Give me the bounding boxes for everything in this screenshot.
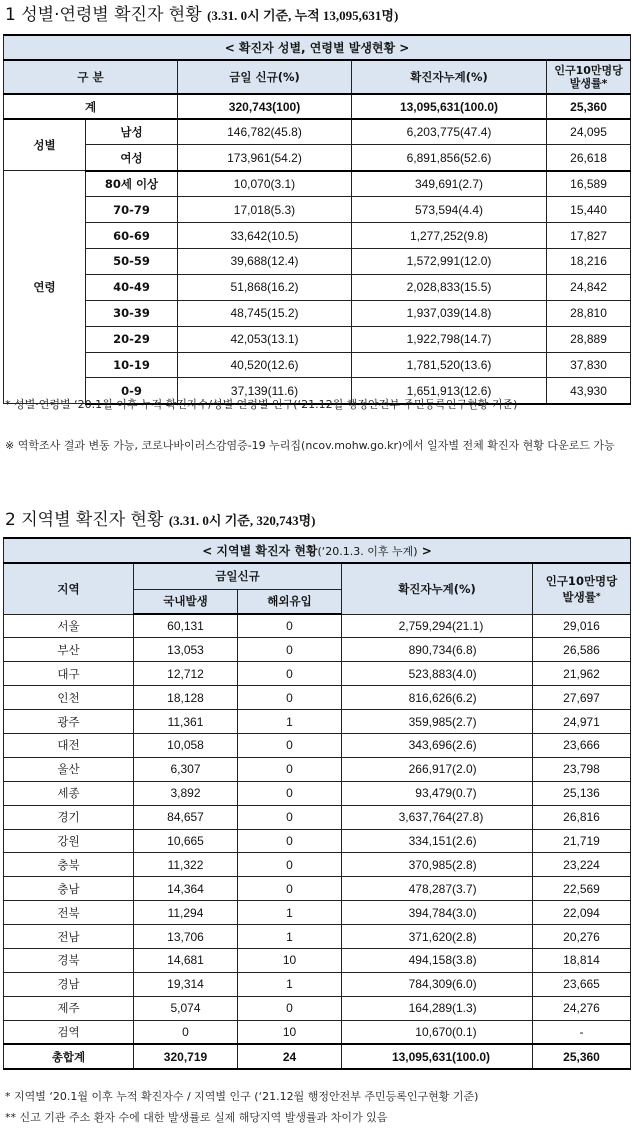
region-name: 충북 [4, 853, 134, 877]
section2-heading [5, 509, 315, 532]
region-total-label: 총합계 [4, 1044, 134, 1069]
region-domestic: 10,665 [134, 829, 238, 853]
table2-caption-sub: (‘20.1.3. 이후 누계) [317, 545, 418, 558]
region-row [4, 972, 631, 996]
region-cumulative [342, 757, 533, 781]
gender-label: 남성 [86, 119, 178, 145]
region-name: 전남 [4, 925, 134, 949]
region-domestic: 6,307 [134, 757, 238, 781]
age-new-today: 33,642(10.5) [178, 223, 352, 249]
age-row [4, 197, 631, 223]
region-cumulative-count: 2,759,294 [398, 618, 452, 633]
region-name: 강원 [4, 829, 134, 853]
region-cumulative-pct: (3.0) [452, 905, 477, 920]
region-name: 충남 [4, 877, 134, 901]
region-cumulative-count: 13,095,631 [391, 1049, 452, 1064]
gender-per100k: 26,618 [547, 145, 631, 171]
region-row [4, 710, 631, 734]
age-group-label: 연령 [4, 171, 86, 404]
age-new-today: 48,745(15.2) [178, 300, 352, 326]
age-label: 80세 이상 [86, 171, 178, 197]
header-region: 지역 [4, 563, 134, 614]
region-cumulative-pct: (100.0) [452, 1049, 491, 1064]
region-imported: 0 [238, 757, 342, 781]
region-cumulative [342, 853, 533, 877]
age-new-today: 51,868(16.2) [178, 274, 352, 300]
region-cumulative-count: 359,985 [408, 714, 452, 729]
region-cumulative-pct: (3.7) [452, 881, 477, 896]
region-imported: 0 [238, 805, 342, 829]
region-name: 대전 [4, 733, 134, 757]
region-per100k: 25,136 [533, 781, 631, 805]
age-row [4, 274, 631, 300]
gender-new-today: 146,782(45.8) [178, 119, 352, 145]
region-domestic: 0 [134, 1020, 238, 1044]
age-label: 70-79 [86, 197, 178, 223]
region-cumulative-count: 164,289 [408, 1001, 452, 1016]
region-cumulative-count: 394,784 [408, 905, 452, 920]
region-cumulative-count: 343,696 [408, 738, 452, 753]
region-cumulative-pct: (27.8) [452, 810, 484, 825]
header-new-today: 금일 신규(%) [178, 60, 352, 94]
header-region-per100k-line2: 발생률 [562, 589, 596, 604]
region-row [4, 638, 631, 662]
region-name: 광주 [4, 710, 134, 734]
region-name: 인천 [4, 686, 134, 710]
gender-label: 여성 [86, 145, 178, 171]
region-cumulative [342, 686, 533, 710]
region-cumulative-count: 93,479 [415, 786, 452, 801]
age-cumulative: 2,028,833(15.5) [352, 274, 547, 300]
age-label: 0-9 [86, 378, 178, 404]
region-imported: 0 [238, 829, 342, 853]
age-per100k: 17,827 [547, 223, 631, 249]
age-row [4, 223, 631, 249]
header-per100k [547, 60, 631, 94]
table1-note-2: ※ 역학조사 결과 변동 가능, 코로나바이러스감염증-19 누리집(ncov.mohw.go.kr)에서 일자별 전체 확진자 현황 다운로드 가능 [5, 439, 615, 452]
region-cumulative [342, 1020, 533, 1044]
age-label: 10-19 [86, 352, 178, 378]
region-imported: 0 [238, 662, 342, 686]
region-cumulative [342, 829, 533, 853]
region-cumulative-pct: (0.1) [452, 1024, 477, 1039]
region-row [4, 686, 631, 710]
region-imported: 0 [238, 996, 342, 1020]
region-cumulative-pct: (3.8) [452, 953, 477, 968]
gender-age-table [3, 34, 631, 405]
table2-note-2: ** 신고 기관 주소 환자 수에 대한 발생률로 실제 해당지역 발생률과 차이가 있음 [5, 1111, 388, 1124]
total-cumulative: 13,095,631(100.0) [352, 94, 547, 119]
region-cumulative-count: 266,917 [408, 762, 452, 777]
region-imported: 0 [238, 638, 342, 662]
region-per100k: 22,094 [533, 901, 631, 925]
age-per100k: 43,930 [547, 378, 631, 404]
region-cumulative-count: 494,158 [408, 953, 452, 968]
age-new-today: 10,070(3.1) [178, 171, 352, 197]
region-imported: 0 [238, 877, 342, 901]
region-row [4, 853, 631, 877]
region-row [4, 925, 631, 949]
age-per100k: 18,216 [547, 248, 631, 274]
region-imported: 10 [238, 948, 342, 972]
age-per100k: 16,589 [547, 171, 631, 197]
region-cumulative [342, 638, 533, 662]
region-name: 서울 [4, 614, 134, 638]
region-domestic: 11,294 [134, 901, 238, 925]
region-cumulative-pct: (2.8) [452, 857, 477, 872]
age-row [4, 300, 631, 326]
region-domestic: 10,058 [134, 733, 238, 757]
total-label: 계 [4, 94, 178, 119]
region-name: 울산 [4, 757, 134, 781]
region-per100k: 23,798 [533, 757, 631, 781]
header-imported: 해외유입 [238, 589, 342, 614]
region-imported: 1 [238, 710, 342, 734]
age-cumulative: 1,572,991(12.0) [352, 248, 547, 274]
region-domestic: 84,657 [134, 805, 238, 829]
region-domestic: 14,681 [134, 948, 238, 972]
table2-caption-end: > [417, 544, 432, 558]
region-domestic: 19,314 [134, 972, 238, 996]
region-cumulative-count: 816,626 [408, 690, 452, 705]
age-per100k: 28,810 [547, 300, 631, 326]
header-region-per100k [533, 563, 631, 614]
region-cumulative-pct: (2.6) [452, 738, 477, 753]
region-domestic: 11,361 [134, 710, 238, 734]
age-per100k: 24,842 [547, 274, 631, 300]
region-cumulative [342, 710, 533, 734]
header-new-today-group: 금일신규 [134, 563, 342, 589]
region-cumulative [342, 948, 533, 972]
region-domestic: 13,053 [134, 638, 238, 662]
region-cumulative-pct: (2.6) [452, 833, 477, 848]
region-cumulative-count: 10,670 [415, 1024, 452, 1039]
region-cumulative [342, 1044, 533, 1069]
age-cumulative: 1,937,039(14.8) [352, 300, 547, 326]
region-imported: 0 [238, 853, 342, 877]
region-row [4, 901, 631, 925]
region-cumulative [342, 614, 533, 638]
region-per100k: 24,276 [533, 996, 631, 1020]
header-cumulative: 확진자누계(%) [352, 60, 547, 94]
age-label: 50-59 [86, 248, 178, 274]
gender-per100k: 24,095 [547, 119, 631, 145]
region-name: 검역 [4, 1020, 134, 1044]
region-per100k: - [533, 1020, 631, 1044]
region-imported: 1 [238, 972, 342, 996]
region-cumulative-pct: (6.8) [452, 642, 477, 657]
age-new-today: 37,139(11.6) [178, 378, 352, 404]
region-name: 제주 [4, 996, 134, 1020]
age-new-today: 42,053(13.1) [178, 326, 352, 352]
gender-new-today: 173,961(54.2) [178, 145, 352, 171]
section2-title: 2 지역별 확진자 현황 [5, 510, 164, 530]
region-name: 경북 [4, 948, 134, 972]
region-cumulative [342, 733, 533, 757]
age-label: 60-69 [86, 223, 178, 249]
section1-heading [5, 4, 398, 27]
header-per100k-line1: 인구10만명당 [554, 64, 623, 77]
region-cumulative-pct: (6.2) [452, 690, 477, 705]
region-name: 경남 [4, 972, 134, 996]
age-cumulative: 573,594(4.4) [352, 197, 547, 223]
region-row [4, 781, 631, 805]
region-cumulative [342, 901, 533, 925]
region-cumulative [342, 925, 533, 949]
section1-subtitle: (3.31. 0시 기준, 누적 13,095,631명) [207, 8, 399, 23]
region-per100k: 21,719 [533, 829, 631, 853]
total-new-today: 320,743(100) [178, 94, 352, 119]
region-row [4, 757, 631, 781]
age-new-today: 40,520(12.6) [178, 352, 352, 378]
region-row [4, 1020, 631, 1044]
region-per100k: 26,816 [533, 805, 631, 829]
region-imported: 1 [238, 925, 342, 949]
table2-caption [4, 538, 631, 563]
region-per100k: 25,360 [533, 1044, 631, 1069]
region-row [4, 829, 631, 853]
gender-row [4, 119, 631, 145]
region-cumulative [342, 805, 533, 829]
age-cumulative: 1,781,520(13.6) [352, 352, 547, 378]
region-name: 전북 [4, 901, 134, 925]
region-total-row [4, 1044, 631, 1069]
age-label: 30-39 [86, 300, 178, 326]
region-cumulative-count: 890,734 [408, 642, 452, 657]
region-cumulative-pct: (1.3) [452, 1001, 477, 1016]
region-per100k: 18,814 [533, 948, 631, 972]
gender-group-label: 성별 [4, 119, 86, 171]
region-name: 세종 [4, 781, 134, 805]
age-label: 40-49 [86, 274, 178, 300]
region-cumulative [342, 996, 533, 1020]
region-per100k: 23,224 [533, 853, 631, 877]
age-new-today: 39,688(12.4) [178, 248, 352, 274]
region-per100k: 22,569 [533, 877, 631, 901]
section1-title: 1 성별·연령별 확진자 현황 [5, 5, 202, 25]
region-domestic: 13,706 [134, 925, 238, 949]
region-name: 대구 [4, 662, 134, 686]
total-per100k: 25,360 [547, 94, 631, 119]
region-imported: 0 [238, 781, 342, 805]
header-region-cumulative: 확진자누계(%) [342, 563, 533, 614]
region-cumulative-pct: (2.7) [452, 714, 477, 729]
age-per100k: 37,830 [547, 352, 631, 378]
region-domestic: 3,892 [134, 781, 238, 805]
region-imported: 0 [238, 733, 342, 757]
gender-row [4, 145, 631, 171]
region-domestic: 18,128 [134, 686, 238, 710]
region-cumulative [342, 877, 533, 901]
region-domestic: 60,131 [134, 614, 238, 638]
region-imported: 24 [238, 1044, 342, 1069]
region-cumulative-pct: (2.8) [452, 929, 477, 944]
region-name: 부산 [4, 638, 134, 662]
region-cumulative [342, 662, 533, 686]
header-category: 구 분 [4, 60, 178, 94]
gender-cumulative: 6,203,775(47.4) [352, 119, 547, 145]
age-new-today: 17,018(5.3) [178, 197, 352, 223]
region-imported: 1 [238, 901, 342, 925]
region-imported: 0 [238, 686, 342, 710]
age-row [4, 352, 631, 378]
region-cumulative-pct: (4.0) [452, 666, 477, 681]
region-cumulative-pct: (2.0) [452, 762, 477, 777]
region-per100k: 20,276 [533, 925, 631, 949]
region-cumulative-count: 370,985 [408, 857, 452, 872]
region-row [4, 805, 631, 829]
age-cumulative: 1,922,798(14.7) [352, 326, 547, 352]
region-domestic: 320,719 [134, 1044, 238, 1069]
age-row [4, 171, 631, 197]
region-domestic: 14,364 [134, 877, 238, 901]
region-per100k: 26,586 [533, 638, 631, 662]
header-region-per100k-line1: 인구10만명당 [545, 573, 618, 588]
table1-note-1: * 성별·연령별 ‘20.1월 이후 누적 확진자수/성별·연령별 인구(‘21.12월 행정안전부 주민등록인구현황 기준) [5, 398, 518, 411]
region-imported: 0 [238, 614, 342, 638]
header-domestic: 국내발생 [134, 589, 238, 614]
region-cumulative-pct: (0.7) [452, 786, 477, 801]
age-cumulative: 1,277,252(9.8) [352, 223, 547, 249]
region-cumulative-count: 478,287 [408, 881, 452, 896]
region-domestic: 11,322 [134, 853, 238, 877]
age-per100k: 28,889 [547, 326, 631, 352]
region-cumulative-count: 3,637,764 [398, 810, 452, 825]
header-per100k-line2: 발생률* [569, 77, 608, 90]
region-per100k: 27,697 [533, 686, 631, 710]
section2-subtitle: (3.31. 0시 기준, 320,743명) [168, 513, 316, 528]
region-cumulative-count: 334,151 [408, 833, 452, 848]
age-per100k: 15,440 [547, 197, 631, 223]
region-per100k: 24,971 [533, 710, 631, 734]
region-table [3, 537, 631, 1070]
region-per100k: 23,665 [533, 972, 631, 996]
region-row [4, 948, 631, 972]
region-cumulative-count: 523,883 [408, 666, 452, 681]
region-imported: 10 [238, 1020, 342, 1044]
age-cumulative: 349,691(2.7) [352, 171, 547, 197]
region-cumulative [342, 972, 533, 996]
region-row [4, 733, 631, 757]
region-per100k: 23,666 [533, 733, 631, 757]
region-cumulative-pct: (21.1) [452, 618, 484, 633]
region-row [4, 662, 631, 686]
region-per100k: 21,962 [533, 662, 631, 686]
age-cumulative: 1,651,913(12.6) [352, 378, 547, 404]
table1-caption: < 확진자 성별, 연령별 발생현황 > [4, 35, 631, 60]
region-cumulative-count: 371,620 [408, 929, 452, 944]
header-region-per100k-mark: * [595, 591, 601, 602]
region-domestic: 5,074 [134, 996, 238, 1020]
region-cumulative [342, 781, 533, 805]
region-row [4, 614, 631, 638]
region-domestic: 12,712 [134, 662, 238, 686]
age-row [4, 248, 631, 274]
region-cumulative-pct: (6.0) [452, 977, 477, 992]
region-row [4, 996, 631, 1020]
table2-caption-main: < 지역별 확진자 현황 [202, 544, 318, 558]
region-row [4, 877, 631, 901]
region-cumulative-count: 784,309 [408, 977, 452, 992]
gender-cumulative: 6,891,856(52.6) [352, 145, 547, 171]
region-per100k: 29,016 [533, 614, 631, 638]
table2-note-1: * 지역별 ‘20.1월 이후 누적 확진자수 / 지역별 인구 (‘21.12월 행정안전부 주민등록인구현황 기준) [5, 1090, 479, 1103]
region-name: 경기 [4, 805, 134, 829]
age-label: 20-29 [86, 326, 178, 352]
age-row [4, 326, 631, 352]
